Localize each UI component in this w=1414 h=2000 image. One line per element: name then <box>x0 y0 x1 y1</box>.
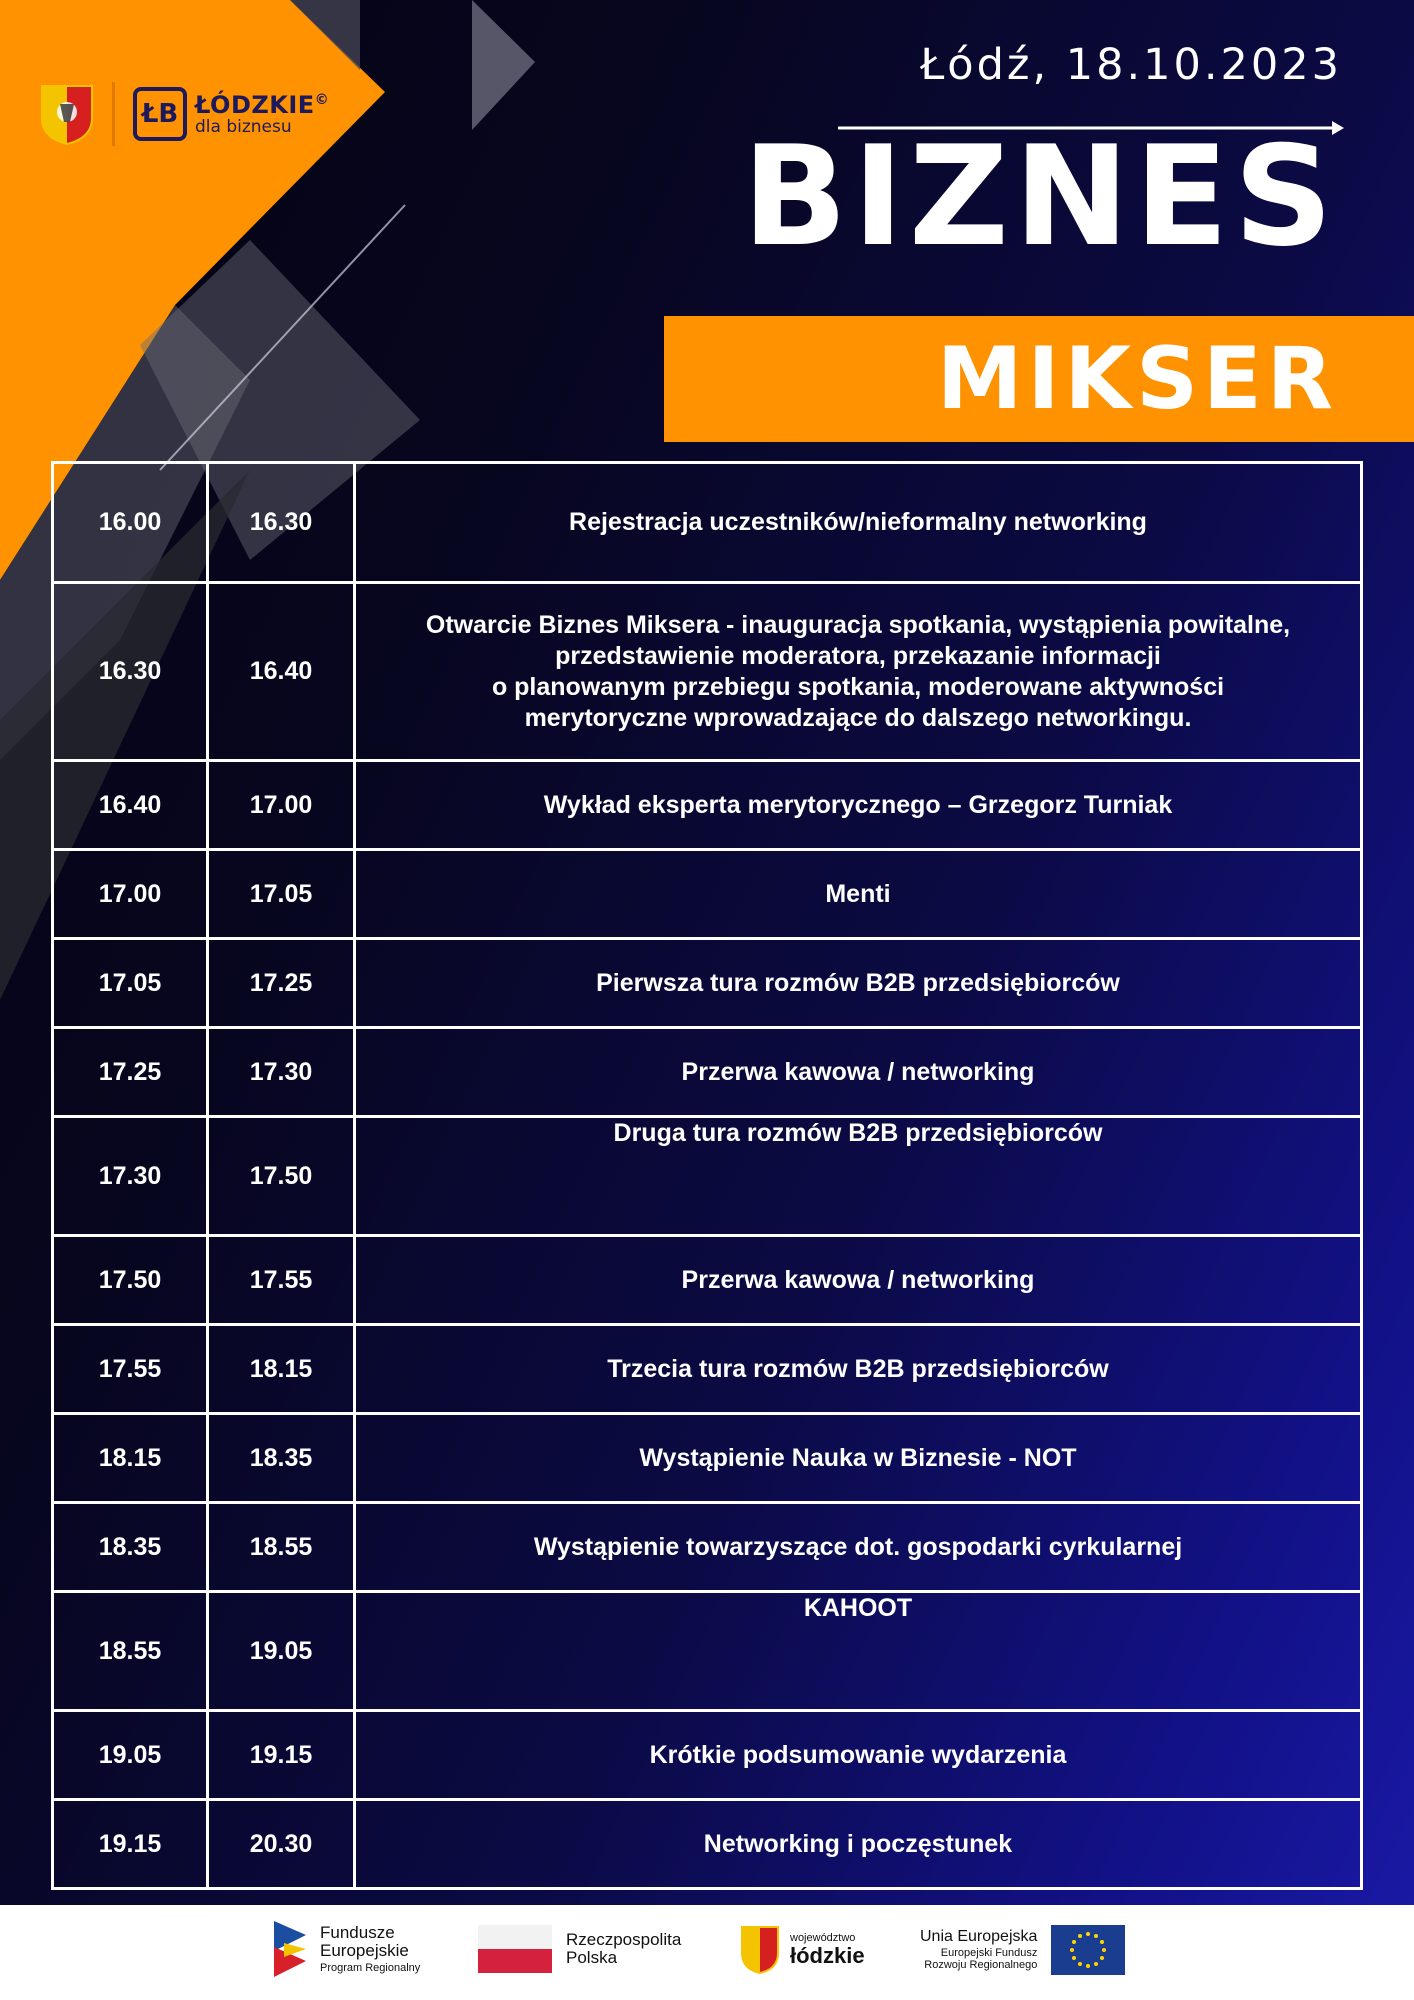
page-title: BIZNES <box>742 116 1338 277</box>
unia-europejska-logo <box>920 1925 1125 1975</box>
eu-flag-icon <box>1051 1925 1125 1975</box>
agenda-description <box>355 1236 1362 1325</box>
agenda-row <box>53 1028 1362 1117</box>
end-time: 19.05 <box>208 1592 355 1711</box>
description-line: Networking i poczęstunek <box>703 1829 1013 1858</box>
fe-line-2: Europejskie <box>320 1940 409 1960</box>
agenda-row <box>53 1592 1362 1711</box>
description-line: Trzecia tura rozmów B2B przedsiębiorców <box>607 1354 1109 1383</box>
agenda-description <box>355 1414 1362 1503</box>
description-line: Otwarcie Biznes Miksera - inauguracja spotkania, wystąpienia powitalne, <box>425 610 1291 639</box>
lodzkie-region-crest-icon <box>740 1925 780 1975</box>
page-subtitle: MIKSER <box>936 329 1338 429</box>
agenda-row <box>53 463 1362 583</box>
start-time: 18.15 <box>53 1414 208 1503</box>
start-time: 17.55 <box>53 1325 208 1414</box>
start-time: 17.50 <box>53 1236 208 1325</box>
start-time: 18.55 <box>53 1592 208 1711</box>
end-time: 19.15 <box>208 1711 355 1800</box>
start-time: 18.35 <box>53 1503 208 1592</box>
agenda-row <box>53 1236 1362 1325</box>
end-time: 16.30 <box>208 463 355 583</box>
ue-line-2: Europejski Fundusz <box>940 1947 1038 1960</box>
agenda-row <box>53 1800 1362 1889</box>
agenda-row <box>53 1711 1362 1800</box>
agenda-row <box>53 1414 1362 1503</box>
logo-subtext: dla biznesu <box>195 116 292 137</box>
description-line: Wystąpienie towarzyszące dot. gospodarki cyrkularnej <box>533 1532 1183 1561</box>
agenda-description <box>355 583 1362 761</box>
end-time: 18.15 <box>208 1325 355 1414</box>
start-time: 17.05 <box>53 939 208 1028</box>
agenda-row <box>53 1503 1362 1592</box>
end-time: 17.25 <box>208 939 355 1028</box>
description-line: KAHOOT <box>803 1594 913 1622</box>
fe-line-3: Program Regionalny <box>320 1961 421 1974</box>
agenda-description <box>355 850 1362 939</box>
end-time: 17.55 <box>208 1236 355 1325</box>
fundusze-europejskie-icon <box>270 1917 310 1981</box>
fe-line-1: Fundusze <box>320 1922 395 1942</box>
fundusze-europejskie-logo <box>270 1917 420 1981</box>
start-time: 17.30 <box>53 1117 208 1236</box>
polish-flag-icon <box>478 1925 552 1973</box>
agenda-table <box>51 461 1363 1890</box>
footer-logos <box>0 1905 1414 2000</box>
agenda-description <box>355 1028 1362 1117</box>
description-line: Przerwa kawowa / networking <box>681 1265 1035 1294</box>
rp-line-1: Rzeczpospolita <box>566 1930 682 1950</box>
copyright-icon: © <box>314 91 330 108</box>
end-time: 17.50 <box>208 1117 355 1236</box>
lodzkie-crest-icon <box>40 82 94 146</box>
description-line: merytoryczne wprowadzające do dalszego networkingu. <box>524 703 1192 732</box>
agenda-row <box>53 939 1362 1028</box>
ue-line-1: Unia Europejska <box>920 1927 1038 1945</box>
end-time: 18.35 <box>208 1414 355 1503</box>
start-time: 19.05 <box>53 1711 208 1800</box>
logo-separator <box>112 82 115 146</box>
start-time: 16.40 <box>53 761 208 850</box>
end-time: 20.30 <box>208 1800 355 1889</box>
description-line: Menti <box>825 879 891 908</box>
start-time: 17.00 <box>53 850 208 939</box>
agenda-row <box>53 850 1362 939</box>
agenda-description <box>355 1117 1362 1236</box>
end-time: 17.30 <box>208 1028 355 1117</box>
event-date: Łódź, 18.10.2023 <box>920 40 1342 90</box>
description-line: Krótkie podsumowanie wydarzenia <box>649 1740 1067 1769</box>
description-line: Druga tura rozmów B2B przedsiębiorców <box>613 1119 1103 1147</box>
description-line: Wykład eksperta merytorycznego – Grzegorz Turniak <box>543 790 1173 819</box>
end-time: 16.40 <box>208 583 355 761</box>
start-time: 17.25 <box>53 1028 208 1117</box>
logo-text: ŁÓDZKIE <box>195 90 315 119</box>
description-line: Przerwa kawowa / networking <box>681 1057 1035 1086</box>
end-time: 18.55 <box>208 1503 355 1592</box>
header-logos <box>40 82 329 146</box>
agenda-description <box>355 939 1362 1028</box>
description-line: Wystąpienie Nauka w Biznesie - NOT <box>639 1443 1077 1472</box>
agenda-description <box>355 1800 1362 1889</box>
wl-line-1: województwo <box>790 1931 856 1944</box>
ue-line-3: Rozwoju Regionalnego <box>924 1958 1038 1971</box>
lodzkie-dla-biznesu-logo <box>133 87 187 141</box>
logo-wordmark <box>195 90 330 137</box>
agenda-description <box>355 463 1362 583</box>
agenda-row <box>53 1117 1362 1236</box>
rp-line-2: Polska <box>566 1948 618 1967</box>
description-line: o planowanym przebiegu spotkania, moderowane aktywności <box>491 672 1225 701</box>
agenda-row <box>53 583 1362 761</box>
agenda-description <box>355 761 1362 850</box>
agenda-description <box>355 1325 1362 1414</box>
agenda-description <box>355 1711 1362 1800</box>
end-time: 17.05 <box>208 850 355 939</box>
agenda-description <box>355 1503 1362 1592</box>
start-time: 16.30 <box>53 583 208 761</box>
agenda-description <box>355 1592 1362 1711</box>
agenda-row <box>53 761 1362 850</box>
wl-line-2: łódzkie <box>790 1943 865 1969</box>
wojewodztwo-lodzkie-logo <box>740 1925 865 1975</box>
logo-mark: ŁB <box>141 99 179 129</box>
description-line: Pierwsza tura rozmów B2B przedsiębiorców <box>596 968 1120 997</box>
description-line: przedstawienie moderatora, przekazanie informacji <box>555 641 1161 670</box>
description-line: Rejestracja uczestników/nieformalny networking <box>569 508 1147 536</box>
rzeczpospolita-polska-logo <box>478 1925 681 1973</box>
agenda-row <box>53 1325 1362 1414</box>
start-time: 16.00 <box>53 463 208 583</box>
end-time: 17.00 <box>208 761 355 850</box>
start-time: 19.15 <box>53 1800 208 1889</box>
subtitle-band <box>664 316 1414 442</box>
